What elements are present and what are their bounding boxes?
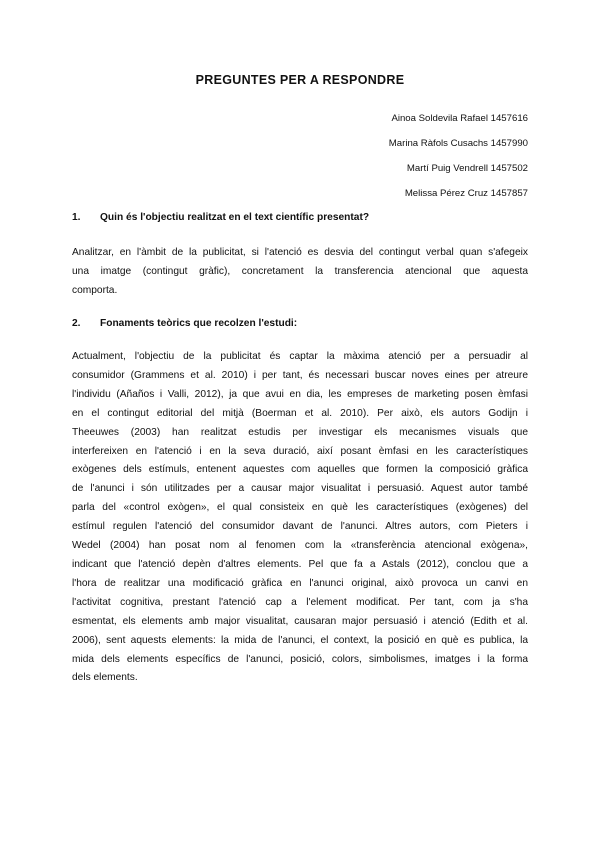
paragraph-line: Theeuwes (2003) han realitzat estudis per investigar els mecanismes visuals que [72,426,528,438]
paragraph-line: comporta. [72,284,118,296]
paragraph-line: en el contingut editorial del mitjà (Boerman et al. 2010). Per això, els autors Godijn i [72,407,528,419]
author-line: Melissa Pérez Cruz 1457857 [404,188,528,199]
paragraph-line: Analitzar, en l'àmbit de la publicitat, si l'atenció es desvia del contingut verbal quan s'afegeix [72,247,528,258]
author-list [389,106,528,206]
paragraph-line: una imatge (contingut gràfic), concretament la transferencia atencional que aquesta [72,265,528,277]
question-1-heading [72,212,369,223]
paragraph-line: exògenes dels estímuls, entenent aquestes com aquelles que formen la composició gràfica [72,464,528,476]
paragraph-line: interfereixen en l'atenció i en la seva duració, així posant èmfasi en les característiques [72,445,528,457]
paragraph-line: l'activitat cognitiva, prestant l'atenció cap a l'element modificat. Per tant, com ja s'ha [72,596,528,608]
answer-1-paragraph [72,244,528,301]
paragraph-line: esmentat, els elements amb major visualitat, causaran major persuasió i atenció (Edith et al. [72,615,528,627]
paragraph-line: Wedel (2004) han posat nom al fenomen com la «transferència atencional exògena», [72,540,528,552]
paragraph-line: l'hora de realitzar una modificació gràfica en l'anunci original, això provoca un canvi en [72,577,528,589]
author-line: Ainoa Soldevila Rafael 1457616 [391,113,528,124]
paragraph-line: parla del «control exògen», el qual consisteix en què les característiques (exògenes) del [72,502,528,514]
question-text: Fonaments teòrics que recolzen l'estudi: [100,318,298,329]
question-number: 2. [72,318,81,329]
question-2-heading [72,318,297,329]
question-number: 1. [72,212,81,223]
paragraph-line: consumidor (Grammens et al. 2010) i per tant, és necessari buscar noves eines per atreure [72,369,528,381]
author-line: Martí Puig Vendrell 1457502 [406,163,528,174]
paragraph-line: Actualment, l'objectiu de la publicitat és captar la màxima atenció per a persuadir al [72,351,528,362]
author-line: Marina Ràfols Cusachs 1457990 [388,138,528,149]
paragraph-line: dels elements. [72,672,138,684]
paragraph-line: l'individu (Añaños i Valli, 2012), ja que avui en dia, les empreses de marketing posen èmfasi [72,388,528,400]
page-title: PREGUNTES PER A RESPONDRE [195,73,405,87]
answer-2-paragraph [72,348,528,688]
question-text: Quin és l'objectiu realitzat en el text científic presentat? [100,212,370,223]
paragraph-line: de l'anunci i són utilitzades per a causar major visualitat i persuasió. Aquest autor també [72,483,528,495]
paragraph-line: estímul regulen l'atenció del consumidor davant de l'anunci. Altres autors, com Pieters i [72,521,528,533]
paragraph-line: 2006), sent aquests elements: la mida de l'anunci, el context, la posició en què es publica, la [72,634,528,646]
paragraph-line: indicant que l'atenció depèn d'altres elements. Pel que fa a Astals (2012), conclou que a [72,558,528,570]
paragraph-line: mida dels elements específics de l'anunci, posició, colors, simbolismes, imatges i la forma [72,653,528,665]
